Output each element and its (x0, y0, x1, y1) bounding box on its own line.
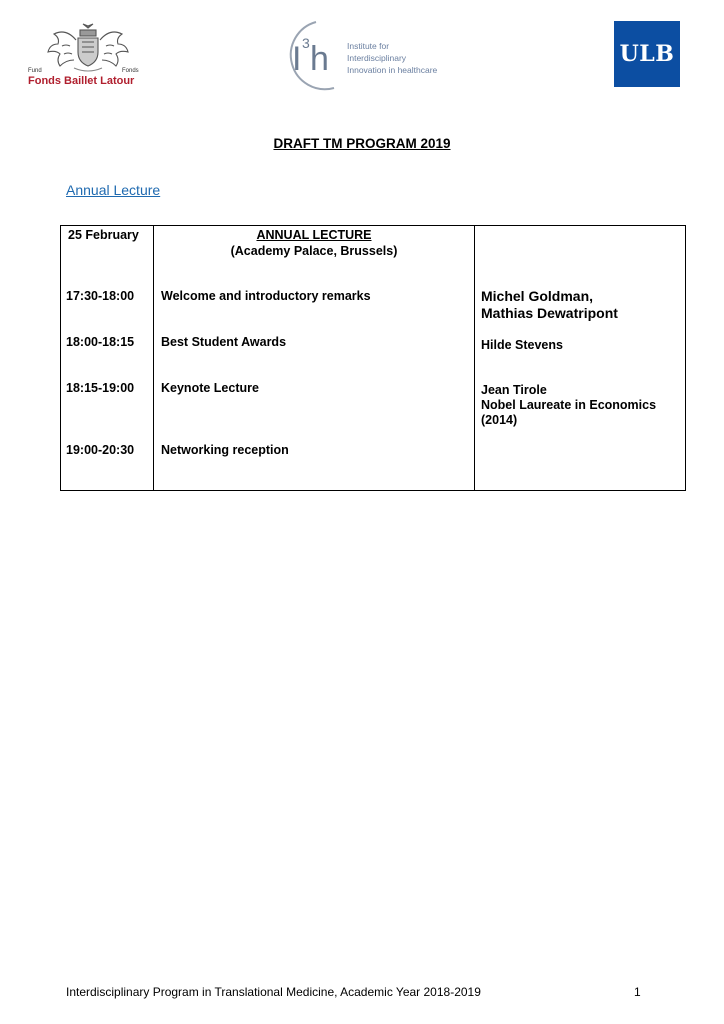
row-speaker: Hilde Stevens (481, 338, 563, 352)
svg-text:3: 3 (302, 35, 310, 51)
row-event: Welcome and introductory remarks (161, 289, 371, 303)
program-table (60, 225, 686, 491)
svg-text:I: I (292, 40, 302, 78)
row-event: Keynote Lecture (161, 381, 259, 395)
fonds-baillet-latour-logo (28, 22, 148, 92)
i3h-tagline: Institute for Interdisciplinary Innovation in healthcare (347, 41, 438, 75)
fonds-label: Fonds (122, 68, 139, 74)
i3h-logo (272, 18, 472, 100)
row-speaker: Jean Tirole Nobel Laureate in Economics (2014) (481, 383, 657, 427)
page-number: 1 (634, 985, 641, 999)
row-time: 17:30-18:00 (66, 289, 135, 303)
svg-text:h: h (310, 40, 329, 78)
row-event: Networking reception (161, 443, 289, 457)
ulb-logo (614, 21, 680, 87)
document-title: DRAFT TM PROGRAM 2019 (273, 136, 451, 151)
fonds-baillet-latour-name: Fonds Baillet Latour (28, 75, 135, 87)
section-heading: Annual Lecture (66, 182, 161, 198)
i3h-mark-icon (272, 18, 346, 98)
page-footer: Interdisciplinary Program in Translational Medicine, Academic Year 2018-2019 (66, 985, 481, 999)
program-header-venue: (Academy Palace, Brussels) (230, 244, 398, 258)
heraldic-crest-icon (44, 22, 132, 76)
row-time: 18:15-19:00 (66, 381, 135, 395)
row-time: 18:00-18:15 (66, 335, 135, 349)
row-speaker: Michel Goldman, Mathias Dewatripont (481, 288, 618, 321)
row-event: Best Student Awards (161, 335, 287, 349)
ulb-logo-text: ULB (619, 41, 675, 67)
program-date: 25 February (68, 228, 139, 242)
program-header-title: ANNUAL LECTURE (256, 228, 372, 242)
fund-label: Fund (28, 68, 42, 74)
column-divider (474, 226, 475, 490)
row-time: 19:00-20:30 (66, 443, 135, 457)
column-divider (153, 226, 154, 490)
